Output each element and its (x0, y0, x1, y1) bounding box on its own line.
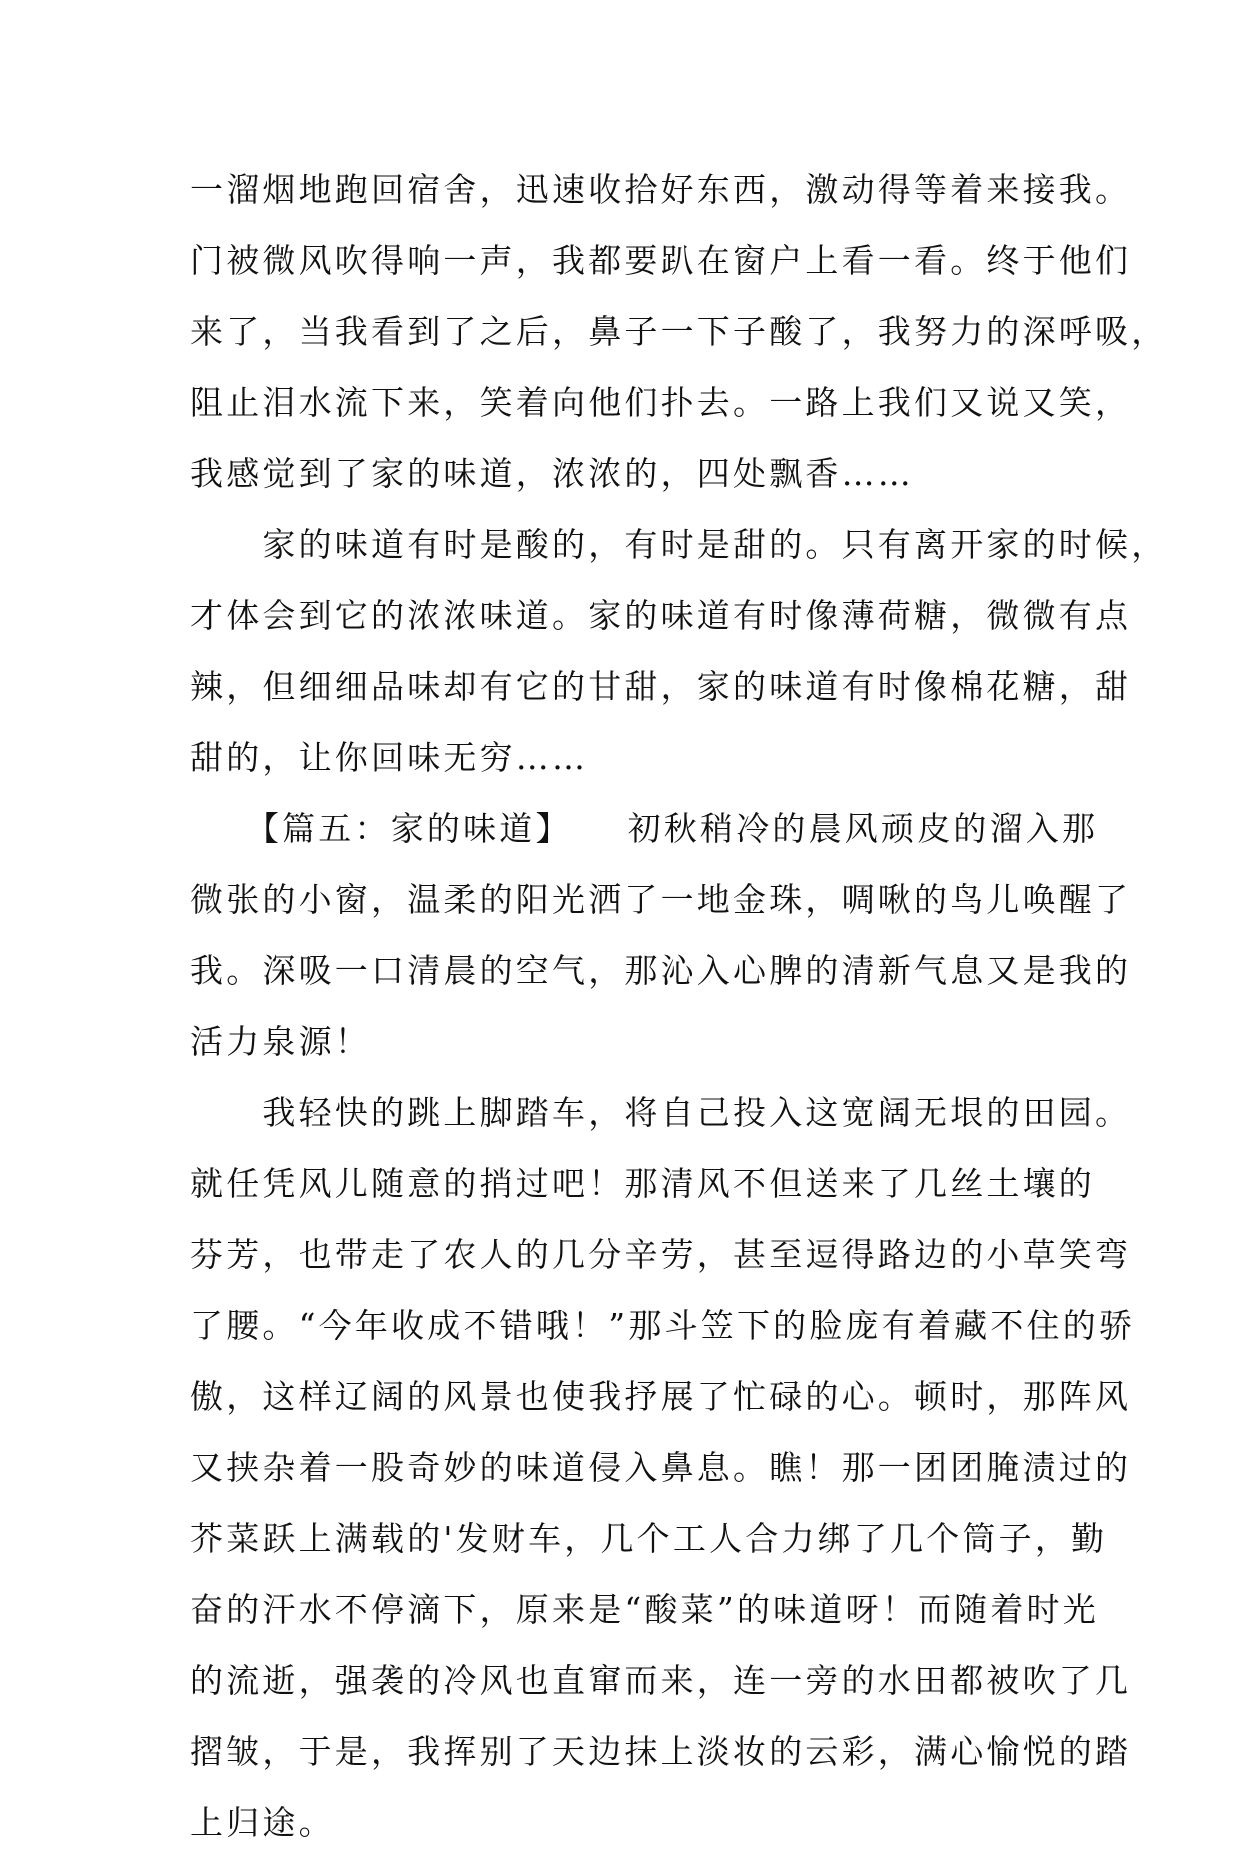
text-line: 微张的小窗，温柔的阳光洒了一地金珠，啁啾的鸟儿唤醒了 (190, 880, 1132, 919)
text-line: 才体会到它的浓浓味道。家的味道有时像薄荷糖，微微有点 (190, 596, 1132, 635)
paragraph-start-line: 我轻快的跳上脚踏车，将自己投入这宽阔无垠的田园。 (190, 1093, 1132, 1132)
text-line: 活力泉源！ (190, 1022, 371, 1061)
paragraph-start-line: 家的味道有时是酸的，有时是甜的。只有离开家的时候， (190, 525, 1168, 564)
text-line: 一溜烟地跑回宿舍，迅速收拾好东西，激动得等着来接我。 (190, 170, 1132, 209)
text-line: 甜的，让你回味无穷…… (190, 738, 589, 777)
section-heading-line: 【篇五：家的味道】 初秋稍冷的晨风顽皮的溜入那 (190, 809, 1099, 848)
text-line: 又挟杂着一股奇妙的味道侵入鼻息。瞧！那一团团腌渍过的 (190, 1448, 1132, 1487)
text-line: 傲，这样辽阔的风景也使我抒展了忙碌的心。顿时，那阵风 (190, 1377, 1132, 1416)
text-line: 辣，但细细品味却有它的甘甜，家的味道有时像棉花糖，甜 (190, 667, 1132, 706)
text-line: 就任凭风儿随意的捎过吧！那清风不但送来了几丝土壤的 (190, 1164, 1095, 1203)
text-line: 芬芳，也带走了农人的几分辛劳，甚至逗得路边的小草笑弯 (190, 1235, 1132, 1274)
text-line: 门被微风吹得响一声，我都要趴在窗户上看一看。终于他们 (190, 241, 1132, 280)
text-line: 芥菜跃上满载的'发财车，几个工人合力绑了几个筒子，勤 (190, 1519, 1108, 1558)
text-line: 了腰。“今年收成不错哦！”那斗笠下的脸庞有着藏不住的骄 (190, 1306, 1136, 1345)
text-line: 的流逝，强袭的冷风也直窜而来，连一旁的水田都被吹了几 (190, 1661, 1132, 1700)
text-line: 我感觉到了家的味道，浓浓的，四处飘香…… (190, 454, 914, 493)
text-line: 来了，当我看到了之后，鼻子一下子酸了，我努力的深呼吸， (190, 312, 1168, 351)
essay-text (190, 154, 1168, 1858)
text-line: 摺皱，于是，我挥别了天边抹上淡妆的云彩，满心愉悦的踏 (190, 1732, 1132, 1771)
text-line: 我。深吸一口清晨的空气，那沁入心脾的清新气息又是我的 (190, 951, 1132, 990)
text-line: 上归途。 (190, 1803, 335, 1842)
text-line: 奋的汗水不停滴下，原来是“酸菜”的味道呀！而随着时光 (190, 1590, 1099, 1629)
text-line: 阻止泪水流下来，笑着向他们扑去。一路上我们又说又笑， (190, 383, 1132, 422)
